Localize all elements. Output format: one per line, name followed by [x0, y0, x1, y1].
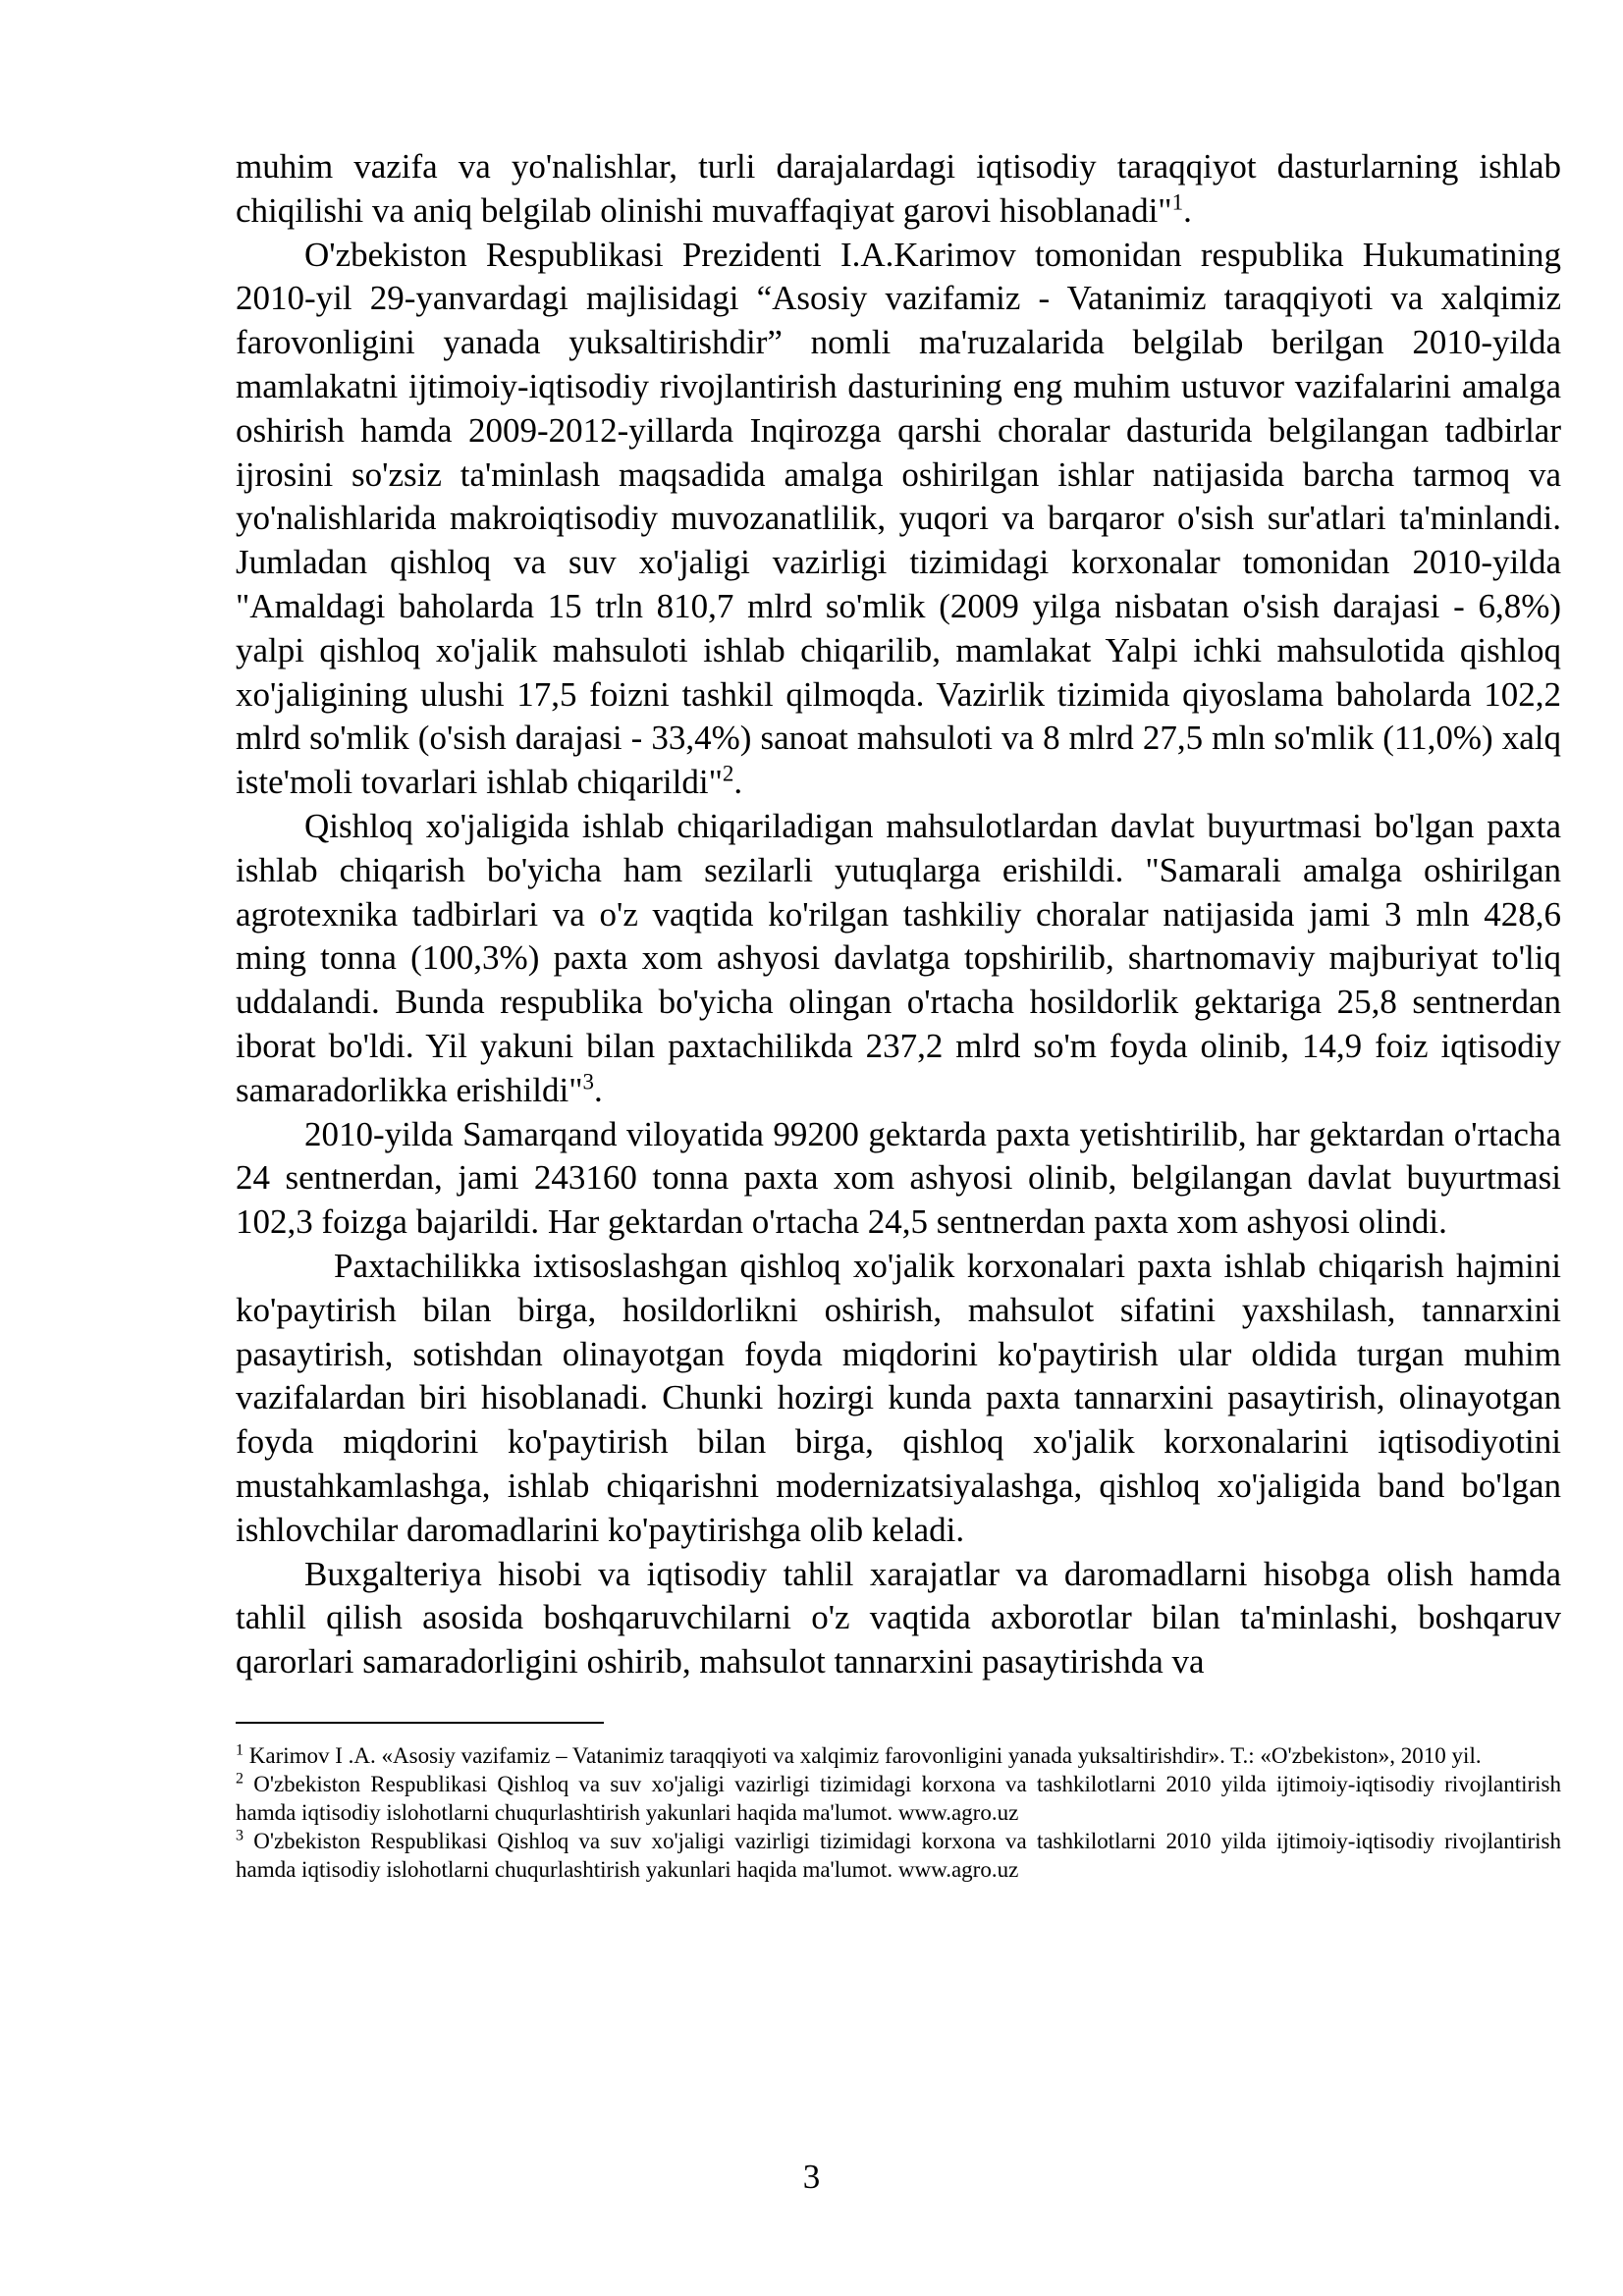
- paragraph-continuation: [236, 145, 1561, 234]
- document-page: [236, 145, 1561, 1884]
- footnote: [236, 1827, 1561, 1884]
- footnote-number: 3: [236, 1827, 243, 1844]
- paragraph-text: Paxtachilikka ixtisoslashgan qishloq xo'jalik korxonalari paxta ishlab chiqarish hajmini ko'paytirish bilan birga, hosildorlikni oshirish, mahsulot sifatini yaxshilash, tannarxini pasaytirish, sotishdan olinayotgan foyda miqdorini ko'paytirish ular oldida turgan muhim vazifalardan biri hisoblanadi. Chunki hozirgi kunda paxta tannarxini pasaytirish, olinayotgan foyda miqdorini ko'paytirish bilan birga, qishloq xo'jalik korxonalarini iqtisodiyotini mustahkamlashga, ishlab chiqarishni modernizatsiyalashga, qishloq xo'jaligida band bo'lgan ishlovchilar daromadlarini ko'paytirishga olib keladi.: [236, 1246, 1561, 1549]
- paragraph: [236, 1113, 1561, 1245]
- footnote-number: 1: [236, 1741, 243, 1759]
- footnote-reference: 2: [722, 761, 734, 786]
- paragraph: [236, 1245, 1561, 1553]
- footnote-reference: 3: [582, 1069, 594, 1095]
- paragraph: [236, 805, 1561, 1113]
- paragraph-tail: .: [594, 1070, 603, 1109]
- footnote-reference: 1: [1171, 189, 1184, 215]
- footnote: [236, 1770, 1561, 1827]
- paragraph: [236, 1553, 1561, 1684]
- paragraph-text: 2010-yilda Samarqand viloyatida 99200 gektarda paxta yetishtirilib, har gektardan o'rtacha 24 sentnerdan, jami 243160 tonna paxta xom ashyosi olinib, belgilangan davlat buyurtmasi 102,3 foizga bajarildi. Har gektardan o'rtacha 24,5 sentnerdan paxta xom ashyosi olindi.: [236, 1114, 1561, 1242]
- footnote: [236, 1741, 1561, 1770]
- paragraph-text: Qishloq xo'jaligida ishlab chiqariladigan mahsulotlardan davlat buyurtmasi bo'lgan paxta ishlab chiqarish bo'yicha ham sezilarli yutuqlarga erishildi. "Samarali amalga oshirilgan agrotexnika tadbirlari va o'z vaqtida ko'rilgan tashkiliy choralar natijasida jami 3 mln 428,6 ming tonna (100,3%) paxta xom ashyosi davlatga topshirilib, shartnomaviy majburiyat to'liq uddalandi. Bunda respublika bo'yicha olingan o'rtacha hosildorlik gektariga 25,8 sentnerdan iborat bo'ldi. Yil yakuni bilan paxtachilikda 237,2 mlrd so'm foyda olinib, 14,9 foiz iqtisodiy samaradorlikka erishildi": [236, 806, 1561, 1109]
- footnote-text: Karimov I .A. «Asosiy vazifamiz – Vatanimiz taraqqiyoti va xalqimiz farovonligini yanada yuksaltirishdir». T.: «O'zbekiston», 2010 yil.: [248, 1742, 1482, 1768]
- paragraph-tail: .: [1183, 190, 1192, 230]
- footnote-text: O'zbekiston Respublikasi Qishloq va suv xo'jaligi vazirligi tizimidagi korxona va tashkilotlarni 2010 yilda ijtimoiy-iqtisodiy rivojlantirish hamda iqtisodiy islohotlarni chuqurlashtirish yakunlari haqida ma'lumot. www.agro.uz: [236, 1771, 1561, 1825]
- paragraph-text: O'zbekiston Respublikasi Prezidenti I.A.Karimov tomonidan respublika Hukumatining 2010-yil 29-yanvardagi majlisidagi “Asosiy vazifamiz - Vatanimiz taraqqiyoti va xalqimiz farovonligini yanada yuksaltirishdir” nomli ma'ruzalarida belgilab berilgan 2010-yilda mamlakatni ijtimoiy-iqtisodiy rivojlantirish dasturining eng muhim ustuvor vazifalarini amalga oshirish hamda 2009-2012-yillarda Inqirozga qarshi choralar dasturida belgilangan tadbirlar ijrosini so'zsiz ta'minlash maqsadida amalga oshirilgan ishlar natijasida barcha tarmoq va yo'nalishlarida makroiqtisodiy muvozanatlilik, yuqori va barqaror o'sish sur'atlari ta'minlandi. Jumladan qishloq va suv xo'jaligi vazirligi tizimidagi korxonalar tomonidan 2010-yilda "Amaldagi baholarda 15 trln 810,7 mlrd so'mlik (2009 yilga nisbatan o'sish darajasi - 6,8%) yalpi qishloq xo'jalik mahsuloti ishlab chiqarilib, mamlakat Yalpi ichki mahsulotida qishloq xo'jaligining ulushi 17,5 foizni tashkil qilmoqda. Vazirlik tizimida qiyoslama baholarda 102,2 mlrd so'mlik (o'sish darajasi - 33,4%) sanoat mahsuloti va 8 mlrd 27,5 mln so'mlik (11,0%) xalq iste'moli tovarlari ishlab chiqarildi": [236, 235, 1561, 802]
- page-number: 3: [802, 2158, 821, 2196]
- paragraph-text: Buxgalteriya hisobi va iqtisodiy tahlil xarajatlar va daromadlarni hisobga olish hamda tahlil qilish asosida boshqaruvchilarni o'z vaqtida axborotlar bilan ta'minlashi, boshqaruv qarorlari samaradorligini oshirib, mahsulot tannarxini pasaytirishda va: [236, 1554, 1561, 1682]
- paragraph: [236, 234, 1561, 805]
- footnote-separator: [236, 1722, 604, 1724]
- footnote-number: 2: [236, 1770, 243, 1788]
- paragraph-text: muhim vazifa va yo'nalishlar, turli darajalardagi iqtisodiy taraqqiyot dasturlarning ishlab chiqilishi va aniq belgilab olinishi muvaffaqiyat garovi hisoblanadi": [236, 147, 1561, 230]
- paragraph-tail: .: [733, 763, 743, 802]
- footnote-text: O'zbekiston Respublikasi Qishloq va suv xo'jaligi vazirligi tizimidagi korxona va tashkilotlarni 2010 yilda ijtimoiy-iqtisodiy rivojlantirish hamda iqtisodiy islohotlarni chuqurlashtirish yakunlari haqida ma'lumot. www.agro.uz: [236, 1828, 1561, 1882]
